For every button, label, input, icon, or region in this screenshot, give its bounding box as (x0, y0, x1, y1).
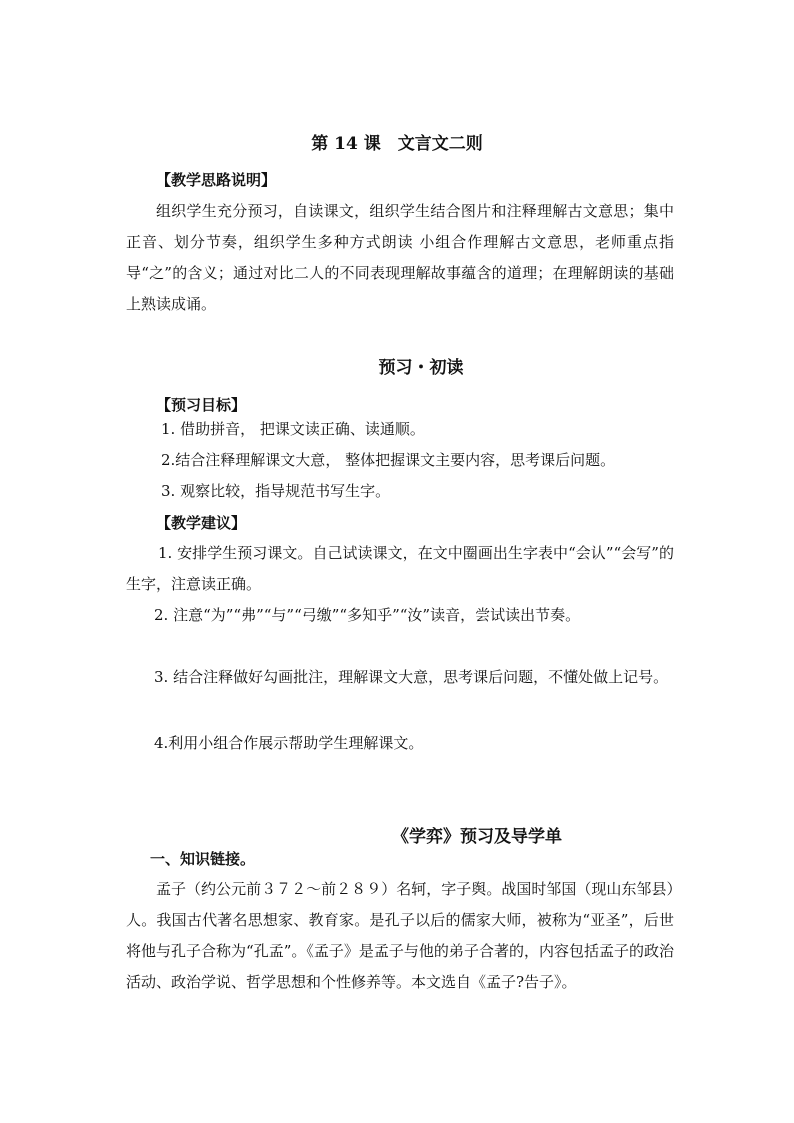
preview-goal-3: 3. 观察比较，指导规范书写生字。 (161, 482, 391, 500)
teaching-approach-paragraph: 组织学生充分预习，自读课文，组织学生结合图片和注释理解古文意思；集中正音、划分节奏，组织学生多种方式朗读 小组合作理解古文意思，老师重点指导“之”的含义；通过对比二人的不同表现理解故事蕴含的道理；在理解朗读的基础上熟读成诵。 (126, 202, 674, 313)
preview-goals-heading: 【预习目标】 (156, 396, 247, 414)
preview-goal-1: 1. 借助拼音， 把课文读正确、读通顺。 (161, 420, 425, 438)
teaching-advice-2: 2. 注意“为”“弗”“与”“弓缴”“多知乎”“汝”读音，尝试读出节奏。 (154, 606, 581, 624)
teaching-advice-3: 3. 结合注释做好勾画批注，理解课文大意，思考课后问题，不懂处做上记号。 (154, 668, 669, 686)
lesson-title: 第 14 课 文言文二则 (311, 134, 483, 154)
preview-title: 预习・初读 (378, 358, 464, 378)
teaching-approach-heading: 【教学思路说明】 (156, 171, 277, 189)
study-sheet-title: 《学弈》预习及导学单 (392, 827, 562, 847)
teaching-advice-1: 1. 安排学生预习课文。自己试读课文，在文中圈画出生字表中“会认”“会写”的生字，注意读正确。 (126, 544, 674, 593)
teaching-advice-4: 4.利用小组合作展示帮助学生理解课文。 (154, 734, 424, 752)
knowledge-link-heading: 一、知识链接。 (150, 850, 256, 868)
teaching-advice-heading: 【教学建议】 (156, 514, 247, 532)
preview-goal-2: 2.结合注释理解课文大意， 整体把握课文主要内容，思考课后问题。 (161, 451, 616, 469)
mencius-introduction: 孟子（约公元前３７２～前２８９）名轲，字子舆。战国时邹国（现山东邹县）人。我国古代著名思想家、教育家。是孔子以后的儒家大师，被称为“亚圣”，后世将他与孔子合称为“孔孟”。《孟子》是孟子与他的弟子合著的，内容包括孟子的政治活动、政治学说、哲学思想和个性修养等。本文选自《孟子?告子》。 (126, 880, 674, 991)
